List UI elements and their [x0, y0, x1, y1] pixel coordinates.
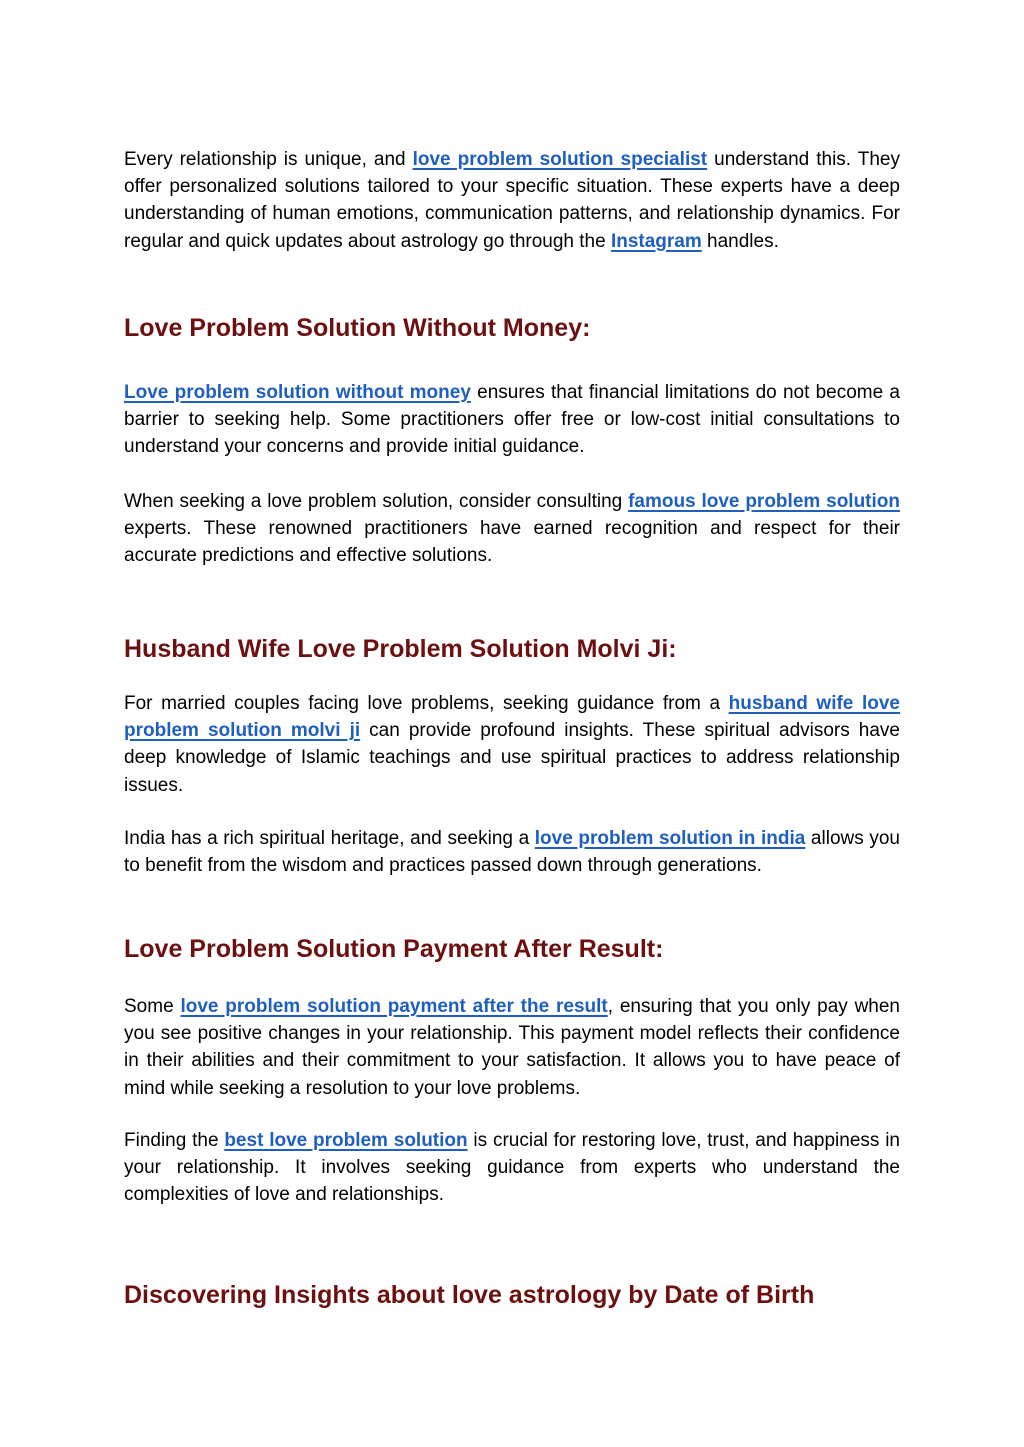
link-instagram[interactable]: Instagram: [610, 230, 702, 252]
paragraph-relationship-unique: [124, 146, 900, 255]
text: Finding the: [124, 1130, 225, 1151]
heading-payment-after-result: Love Problem Solution Payment After Result:: [124, 935, 664, 963]
heading-date-of-birth: Discovering Insights about love astrology by Date of Birth: [124, 1281, 815, 1309]
link-famous-love-problem-solution[interactable]: famous love problem solution: [628, 491, 900, 512]
paragraph-famous-solution: [124, 488, 900, 570]
text: understand this. They offer personalized solutions tailored to your specific situation. These experts have a deep understanding of human emotions, communication patterns, and relationship dynamics. For regular and quick updates about astrology go through the: [124, 149, 901, 252]
paragraph-india: [124, 825, 900, 879]
text: is crucial for restoring love, trust, and happiness in your relationship. It involves seeking guidance from experts who understand the complexities of love and relationships.: [124, 1130, 900, 1206]
paragraph-without-money: [124, 379, 900, 461]
text: , ensuring that you only pay when you see positive changes in your relationship. This payment model reflects their confidence in their abilities and their commitment to your satisfaction. It allows you to have peace of mind while seeking a resolution to your love problems.: [124, 996, 900, 1099]
link-love-problem-solution-in-india[interactable]: love problem solution in india: [534, 828, 806, 849]
text: ensures that financial limitations do not become a barrier to seeking help. Some practitioners offer free or low-cost initial consultations to understand your concerns and provide initial guidance.: [124, 382, 900, 458]
link-love-problem-solution-without-money[interactable]: Love problem solution without money: [124, 382, 471, 403]
text: can provide profound insights. These spiritual advisors have deep knowledge of Islamic teachings and use spiritual practices to address relationship issues.: [124, 720, 900, 796]
text: India has a rich spiritual heritage, and seeking a: [124, 828, 535, 849]
text: handles.: [701, 230, 779, 252]
link-husband-wife-molvi-ji[interactable]: husband wife love problem solution molvi ji: [124, 693, 900, 742]
link-best-love-problem-solution[interactable]: best love problem solution: [224, 1130, 468, 1151]
section-heading-without-money: [124, 313, 900, 343]
section-heading-date-of-birth: [124, 1280, 900, 1310]
paragraph-husband-wife: [124, 690, 900, 799]
text: Every relationship is unique, and: [124, 149, 413, 170]
text: When seeking a love problem solution, consider consulting: [124, 491, 629, 512]
section-heading-payment-after-result: [124, 934, 900, 964]
section-heading-husband-wife: [124, 634, 900, 664]
paragraph-best-solution: [124, 1127, 900, 1209]
text: experts. These renowned practitioners have earned recognition and respect for their accurate predictions and effective solutions.: [124, 518, 900, 567]
heading-without-money: Love Problem Solution Without Money:: [124, 314, 591, 342]
text: Some: [124, 996, 181, 1017]
text: allows you to benefit from the wisdom and practices passed down through generations.: [124, 828, 900, 877]
link-payment-after-the-result[interactable]: love problem solution payment after the result: [180, 996, 608, 1017]
link-love-problem-solution-specialist[interactable]: love problem solution specialist: [412, 149, 708, 170]
paragraph-payment-after-result: [124, 993, 900, 1102]
text: For married couples facing love problems, seeking guidance from a: [124, 693, 729, 714]
heading-husband-wife: Husband Wife Love Problem Solution Molvi Ji:: [124, 635, 677, 663]
